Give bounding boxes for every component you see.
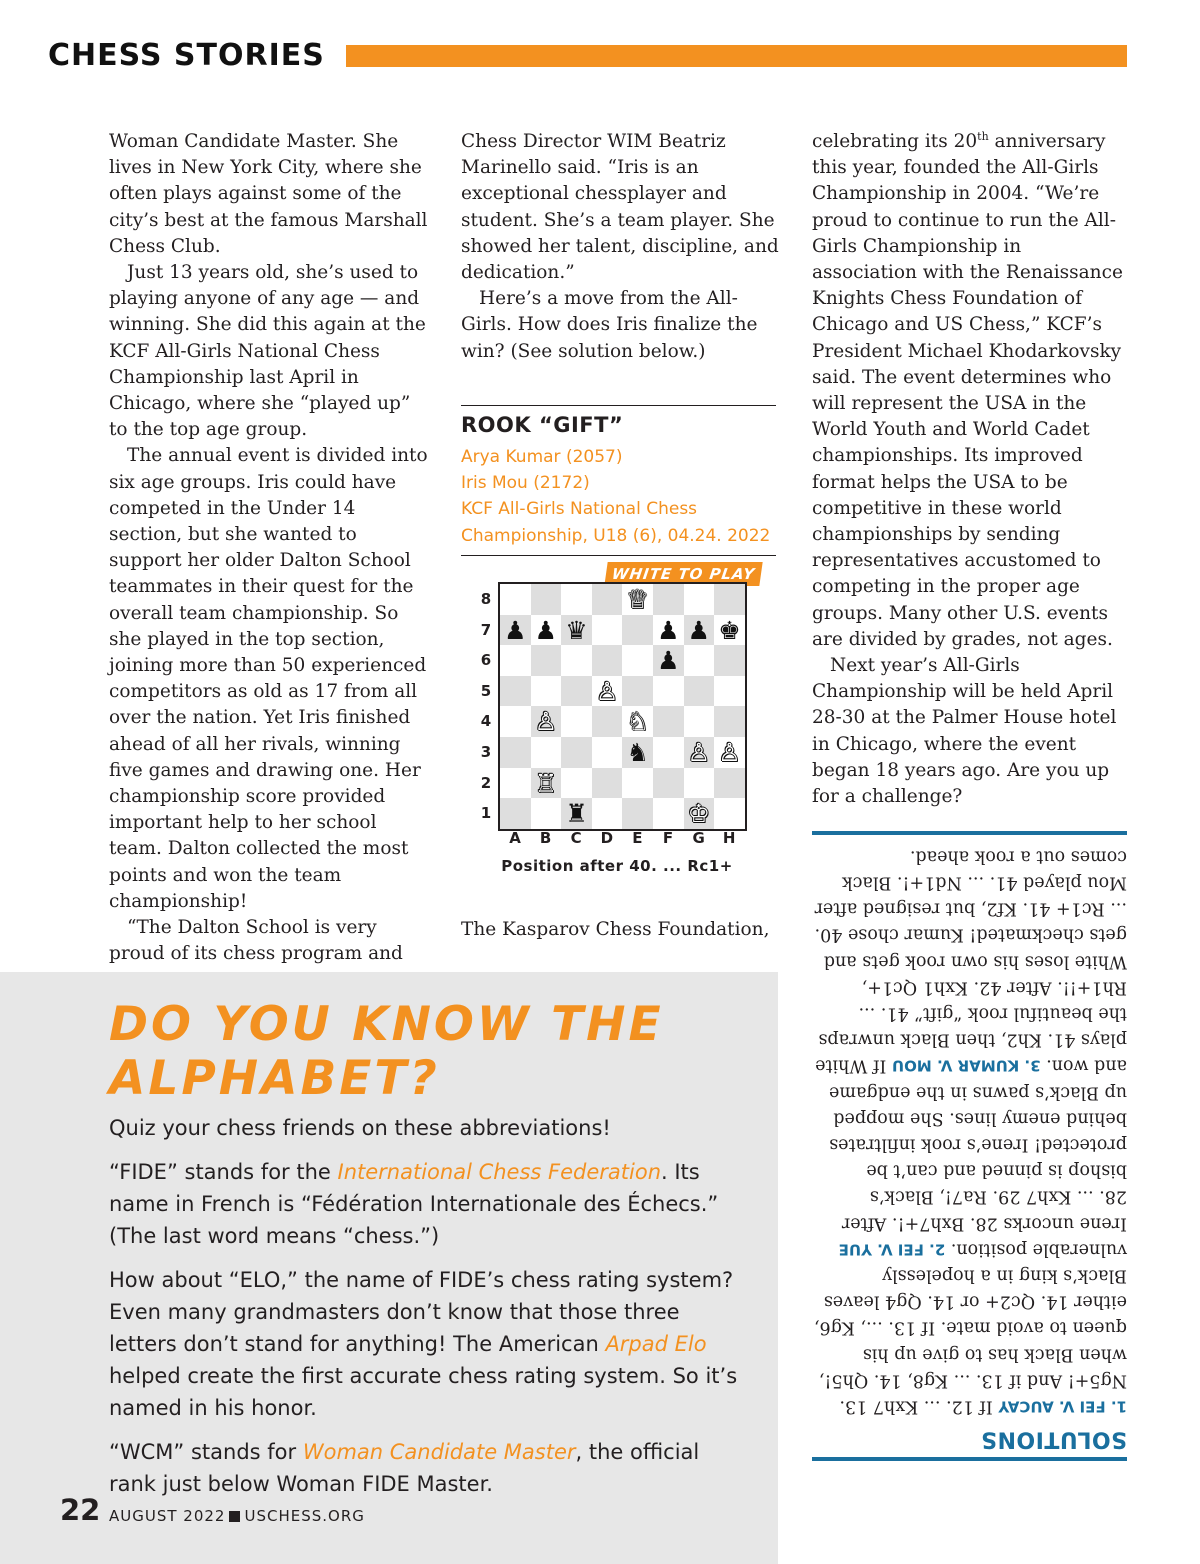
chess-board	[498, 582, 747, 831]
black-player: Iris Mou (2172)	[461, 473, 590, 494]
white-pawn-icon: ♙	[718, 738, 741, 767]
board-square	[500, 645, 531, 676]
board-square	[714, 768, 745, 799]
board-square	[500, 584, 531, 615]
rank-label: 2	[480, 773, 492, 792]
board-square	[561, 584, 592, 615]
rank-label: 8	[480, 590, 492, 608]
board-square	[561, 768, 592, 799]
black-pawn-icon: ♟	[687, 615, 711, 645]
board-square	[714, 584, 745, 615]
superscript: th	[977, 129, 989, 143]
header-accent-bar	[346, 45, 1127, 67]
article-column-2	[461, 129, 779, 365]
board-square	[500, 768, 531, 799]
board-square	[622, 645, 653, 676]
board-square	[500, 676, 531, 707]
solution-text: Irene uncorks 28. Bxh7+!. After 28. ... Kxh7 29. Ra7!, Black’s bishop is pinned and can’t be protected! Irene’s rook infiltrates behind enemy lines. She mopped up Black’s pawns in the endgame and won.	[829, 1055, 1127, 1234]
black-queen-icon: ♛	[565, 615, 588, 645]
black-king-icon: ♚	[718, 615, 741, 645]
board-square	[500, 737, 531, 768]
board-square	[622, 676, 653, 707]
board-square	[531, 645, 562, 676]
board-square	[684, 645, 715, 676]
white-player: Arya Kumar (2057)	[461, 447, 623, 467]
divider	[461, 405, 776, 406]
black-pawn-icon: ♟	[504, 615, 527, 645]
board-square	[684, 706, 715, 737]
white-pawn-icon: ♙	[534, 707, 558, 737]
highlight-term: International Chess Federation	[337, 1160, 662, 1184]
board-square	[714, 645, 745, 676]
quiz-body	[109, 1112, 749, 1512]
section-title: CHESS STORIES	[48, 38, 325, 73]
text: helped create the first accurate chess rating system. So it’s named in his honor.	[109, 1364, 738, 1420]
file-label: B	[539, 829, 552, 847]
board-square	[531, 798, 562, 829]
file-label: G	[692, 829, 705, 847]
board-square	[592, 615, 623, 646]
text: “FIDE” stands for the	[109, 1160, 338, 1184]
board-square	[592, 737, 623, 768]
page-number: 22	[60, 1493, 101, 1527]
text: . Its name in French is “Fédération Internationale des Échecs.” (The last word means “chess.”)	[109, 1160, 719, 1248]
board-square	[653, 584, 684, 615]
quiz-paragraph	[109, 1436, 749, 1500]
board-square	[592, 798, 623, 829]
quiz-title-line: DO YOU KNOW THE	[109, 997, 664, 1052]
file-label: A	[509, 829, 521, 847]
white-pawn-icon: ♙	[595, 676, 619, 706]
board-square	[653, 768, 684, 799]
black-knight-icon: ♞	[626, 738, 649, 767]
file-label: D	[600, 829, 614, 847]
article-column-1	[109, 129, 429, 994]
issue-date: AUGUST 2022	[109, 1507, 226, 1525]
board-square	[592, 706, 623, 737]
board-square	[500, 706, 531, 737]
solutions-rule	[812, 831, 1127, 835]
white-knight-icon: ♘	[626, 707, 649, 737]
board-square	[653, 706, 684, 737]
text: How about “ELO,” the name of FIDE’s chess rating system? Even many grandmasters don’t know that those three letters don’t stand for anything! The American	[109, 1268, 734, 1356]
highlight-term: Arpad Elo	[605, 1332, 707, 1356]
quiz-paragraph	[109, 1264, 749, 1424]
black-pawn-icon: ♟	[534, 615, 558, 645]
board-square	[622, 798, 653, 829]
solution-text: If White plays 41. Kh2, then Black unwraps the beautiful rook “gift” 41. ... Rh1+!!. After 42. Kxh1 Qc1+, White loses his own rook gets and gets checkmated! Kumar chose 40. ... Rc1+ 41. Kf2, but resigned after Mou played 41. ... Nd1+!. Black comes out a rook ahead.	[814, 846, 1127, 1076]
board-square	[714, 676, 745, 707]
white-king-icon: ♔	[687, 799, 711, 829]
paragraph: Chess Director WIM Beatriz Marinello said. “Iris is an exceptional chessplayer and student. She’s a team player. She showed her talent, discipline, and dedication.”	[461, 131, 779, 284]
game-title: ROOK “GIFT”	[461, 413, 624, 437]
solution-label: 2. FEI V. YUE	[838, 1240, 946, 1259]
board-square	[561, 737, 592, 768]
board-square	[622, 768, 653, 799]
solutions-text	[812, 843, 1127, 1419]
rank-label: 1	[480, 804, 492, 823]
board-square	[592, 645, 623, 676]
paragraph: Here’s a move from the All-Girls. How does Iris finalize the win? (See solution below.)	[461, 288, 758, 362]
file-label: C	[570, 829, 582, 847]
event-name: KCF All-Girls National Chess Championship, U18 (6), 04.24. 2022	[461, 499, 771, 546]
highlight-term: Woman Candidate Master	[302, 1440, 576, 1464]
black-pawn-icon: ♟	[657, 615, 680, 645]
solution-label: 1. FEI V. AUCAY	[998, 1397, 1127, 1416]
rank-label: 6	[480, 651, 492, 670]
quiz-title	[109, 998, 749, 1106]
to-play-badge: WHITE TO PLAY	[604, 562, 762, 586]
diagram-caption: Position after 40. ... Rc1+	[501, 857, 733, 875]
paragraph	[812, 129, 1130, 653]
file-label: H	[722, 829, 736, 847]
file-label: E	[632, 829, 643, 847]
board-square	[714, 798, 745, 829]
board-square	[531, 676, 562, 707]
white-pawn-icon: ♙	[687, 738, 711, 767]
solutions-box	[812, 843, 1127, 1455]
board-square	[684, 768, 715, 799]
article-column-2-continued	[461, 917, 779, 943]
quiz-paragraph	[109, 1156, 749, 1252]
quiz-intro: Quiz your chess friends on these abbreviations!	[109, 1116, 611, 1140]
text: anniversary this year, founded the All-Girls Championship in 2004. “We’re proud to continue to run the All-Girls Championship in association with the Renaissance Knights Chess Foundation of Chicago and US Chess,” KCF’s President Michael Khodarkovsky said. The event determines who will represent the USA in the World Youth and World Cadet championships. Its improved format helps the USA to be competitive in these world championships by sending representatives accustomed to competing in the proper age groups. Many other U.S. events are divided by grades, not ages.	[812, 131, 1123, 650]
board-square	[653, 798, 684, 829]
board-square	[653, 676, 684, 707]
rank-label: 5	[480, 681, 492, 700]
square-bullet-icon	[229, 1511, 240, 1522]
board-square	[622, 615, 653, 646]
paragraph: Next year’s All-Girls Championship will be held April 28-30 at the Palmer House hotel in Chicago, where the event began 18 years ago. Are you up for a challenge?	[812, 655, 1117, 808]
white-queen-icon: ♕	[626, 585, 649, 614]
black-pawn-icon: ♟	[657, 646, 680, 676]
text: “WCM” stands for	[109, 1440, 303, 1464]
text: celebrating its 20	[812, 131, 978, 152]
article-column-3	[812, 129, 1130, 810]
black-rook-icon: ♜	[565, 799, 588, 829]
board-square	[592, 584, 623, 615]
paragraph: The annual event is divided into six age groups. Iris could have competed in the Under 14 section, but she wanted to support her older Dalton School teammates in their quest for the overall team championship. So she played in the top section, joining more than 50 experienced competitors as old as 17 from all over the nation. Yet Iris finished ahead of all her rivals, winning five games and drawing one. Her championship score provided important help to her school team. Dalton collected the most points and won the team championship!	[109, 445, 428, 912]
rank-label: 4	[480, 712, 492, 731]
solution-text: If 12. ... Kxh7 13. Ng5+! And if 13. ... Kg8, 14. Qh5!, when Black has to give up his queen to avoid mate. If 13. ..., Kg6, either 14. Qc2+ or 14. Qg4 leaves Black’s king in a hopelessly vulnerable position.	[813, 1239, 1127, 1417]
board-square	[684, 584, 715, 615]
website: USCHESS.ORG	[244, 1507, 365, 1525]
solutions-heading: SOLUTIONS	[980, 1426, 1127, 1452]
footer-issue	[109, 1507, 365, 1525]
rank-label: 7	[480, 620, 492, 639]
solutions-rule	[812, 1457, 1127, 1461]
paragraph: Woman Candidate Master. She lives in New York City, where she often plays against some of the city’s best at the famous Marshall Chess Club.	[109, 131, 428, 257]
board-square	[500, 798, 531, 829]
rank-label: 3	[480, 743, 492, 761]
board-square	[531, 737, 562, 768]
text: , the official rank just below Woman FIDE Master.	[109, 1440, 700, 1496]
board-square	[653, 737, 684, 768]
divider	[461, 555, 776, 556]
white-rook-icon: ♖	[534, 768, 558, 798]
board-square	[684, 676, 715, 707]
quiz-title-line: ALPHABET?	[109, 1051, 440, 1106]
board-square	[561, 706, 592, 737]
paragraph: “The Dalton School is very proud of its chess program and	[109, 917, 403, 965]
board-square	[714, 706, 745, 737]
board-square	[531, 584, 562, 615]
board-square	[592, 768, 623, 799]
game-info	[461, 444, 781, 549]
file-label: F	[662, 829, 674, 847]
board-square	[561, 676, 592, 707]
solution-label: 3. KUMAR V. MOU	[891, 1056, 1041, 1075]
paragraph: Just 13 years old, she’s used to playing anyone of any age — and winning. She did this again at the KCF All-Girls National Chess Championship last April in Chicago, where she “played up” to the top age group.	[109, 262, 426, 441]
paragraph: The Kasparov Chess Foundation,	[461, 919, 770, 940]
board-square	[561, 645, 592, 676]
